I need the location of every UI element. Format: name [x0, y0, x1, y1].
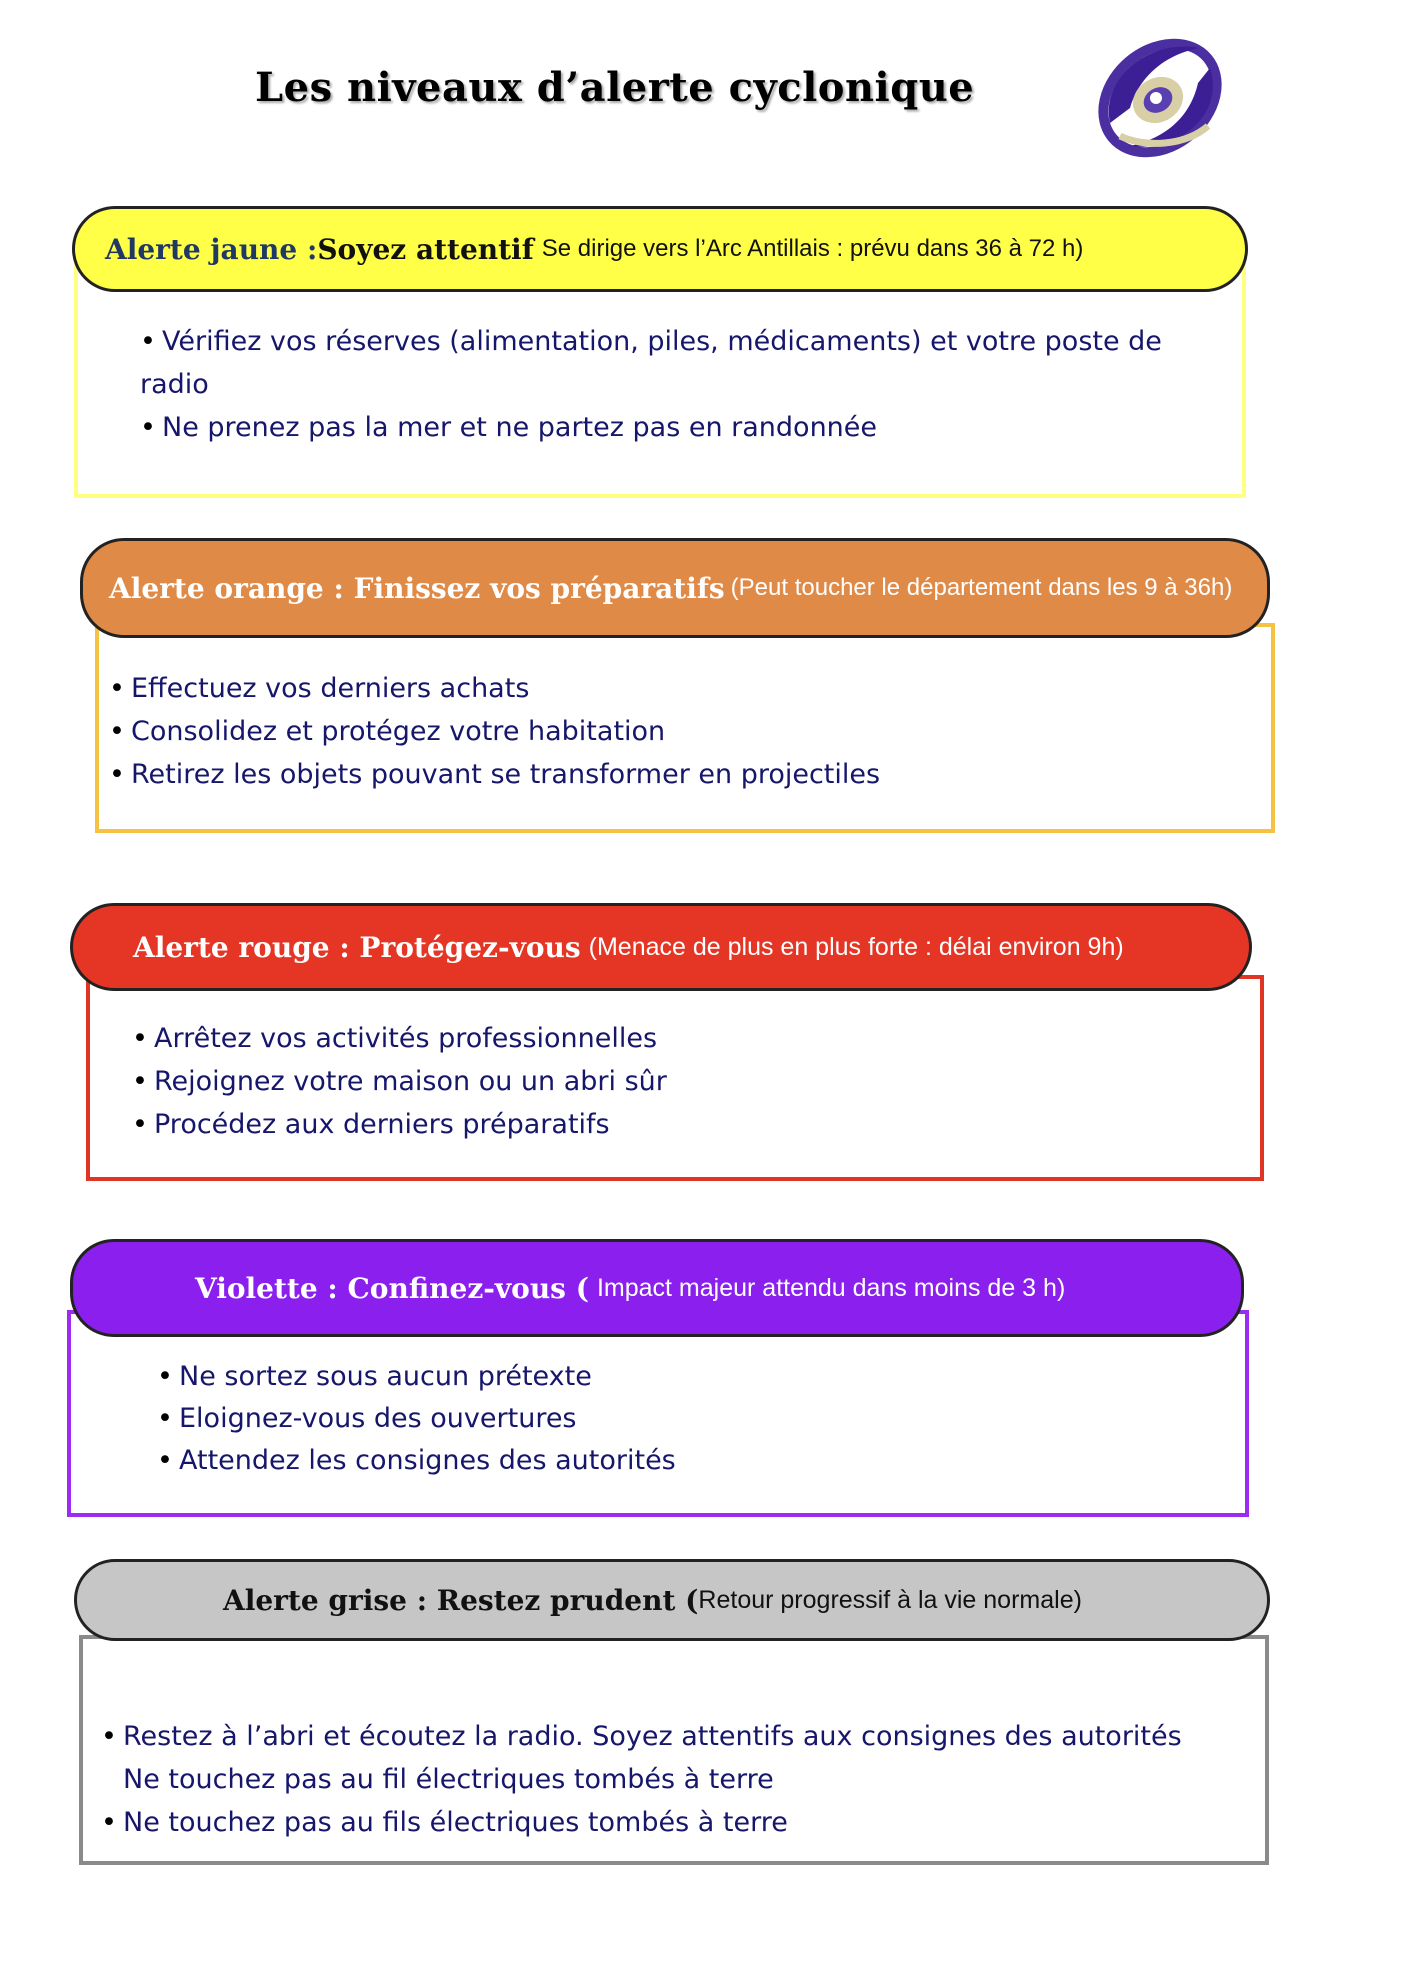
alert-orange-note: (Peut toucher le département dans les 9 à 36h): [730, 574, 1233, 601]
alert-violet-label: Violette : Confinez-vous (: [195, 1271, 589, 1305]
list-item: • Rejoignez votre maison ou un abri sûr: [132, 1060, 1232, 1103]
alert-red-label: Alerte rouge : Protégez-vous: [133, 930, 581, 964]
list-item: • Attendez les consignes des autorités: [157, 1440, 1217, 1482]
alert-violet-panel: [67, 1310, 1249, 1517]
alert-grey-list: [101, 1715, 1261, 1844]
page-title: Les niveaux d’alerte cyclonique: [255, 64, 975, 111]
list-item: • Ne prenez pas la mer et ne partez pas en randonnée: [140, 406, 1220, 449]
alert-red-header: [70, 903, 1252, 991]
alert-yellow-note: Se dirige vers l’Arc Antillais : prévu dans 36 à 72 h): [541, 235, 1084, 262]
alert-violet-note: Impact majeur attendu dans moins de 3 h): [596, 1273, 1066, 1302]
alert-violet-list: [157, 1356, 1217, 1482]
alert-grey-label: Alerte grise : Restez prudent (: [223, 1583, 699, 1617]
alert-yellow-list: [140, 320, 1220, 449]
list-item: • Ne sortez sous aucun prétexte: [157, 1356, 1217, 1398]
list-item: • Effectuez vos derniers achats: [109, 667, 1249, 710]
alert-orange-label: Alerte orange : Finissez vos préparatifs: [109, 571, 725, 605]
list-item: • Ne touchez pas au fils électriques tombés à terre: [101, 1801, 1261, 1844]
list-item: • Restez à l’abri et écoutez la radio. Soyez attentifs aux consignes des autorités Ne touchez pas au fil électriques tombés à terre: [101, 1715, 1261, 1801]
alert-orange-panel: [95, 623, 1275, 833]
alert-red-panel: [86, 975, 1264, 1181]
alert-yellow-panel: [74, 262, 1246, 498]
list-item-continuation: radio: [140, 369, 209, 400]
alert-red-list: [132, 1017, 1232, 1146]
list-item: • Retirez les objets pouvant se transformer en projectiles: [109, 753, 1249, 796]
alert-red-note: (Menace de plus en plus forte : délai environ 9h): [588, 932, 1124, 961]
alert-grey-panel: [79, 1635, 1269, 1865]
alert-yellow-action: Soyez attentif: [317, 232, 534, 266]
alert-violet-header: [70, 1239, 1244, 1337]
alert-grey-note: Retour progressif à la vie normale): [698, 1585, 1082, 1614]
list-item: • Procédez aux derniers préparatifs: [132, 1103, 1232, 1146]
alert-yellow-label: Alerte jaune :: [105, 232, 318, 266]
list-item: • Consolidez et protégez votre habitation: [109, 710, 1249, 753]
alert-yellow-header: [72, 206, 1248, 292]
list-item: • Vérifiez vos réserves (alimentation, piles, médicaments) et votre poste de radio: [140, 320, 1220, 406]
list-item-continuation: Ne touchez pas au fil électriques tombés à terre: [123, 1764, 774, 1795]
alert-grey-header: [74, 1559, 1270, 1641]
list-item: • Eloignez-vous des ouvertures: [157, 1398, 1217, 1440]
list-item: • Arrêtez vos activités professionnelles: [132, 1017, 1232, 1060]
alert-orange-header: [80, 538, 1270, 638]
alert-orange-list: [109, 667, 1249, 796]
cyclone-logo-icon: [1090, 28, 1230, 163]
